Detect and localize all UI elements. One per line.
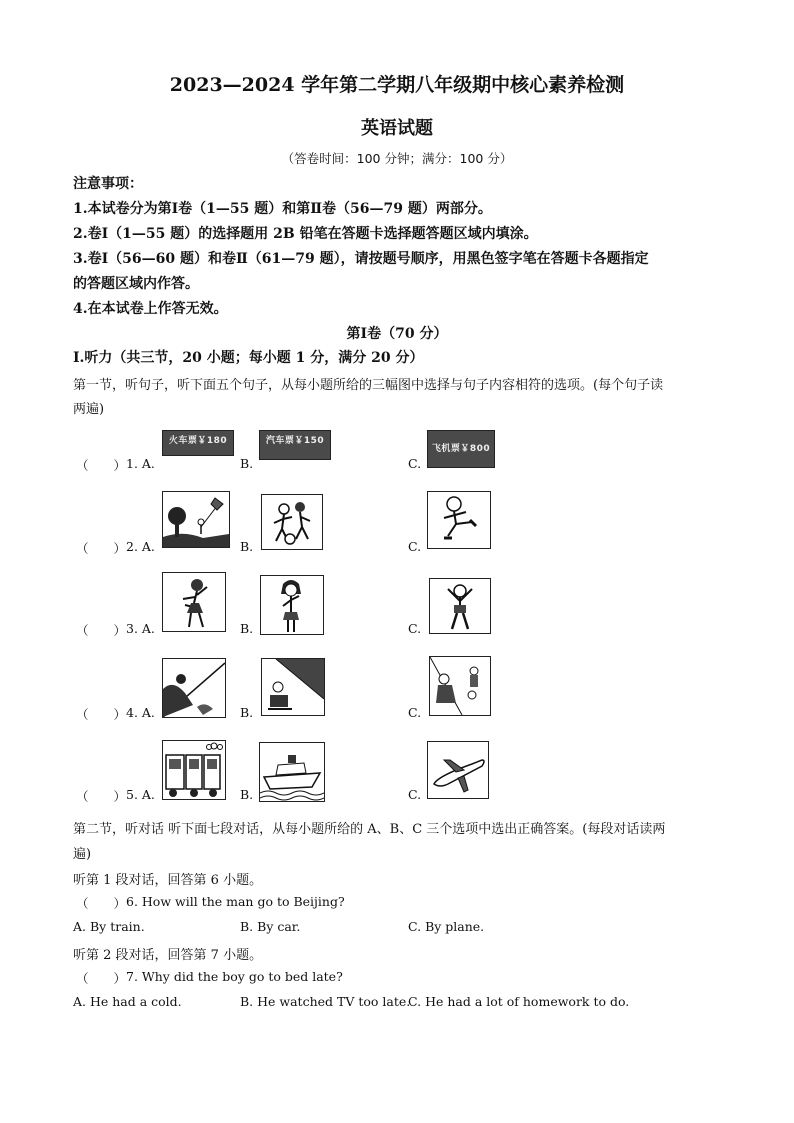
dialog-intro: 听第 1 段对话，回答第 6 小题。	[73, 873, 263, 888]
note-item: 4.在本试卷上作答无效。	[73, 301, 228, 317]
option-c-label: C.	[408, 621, 422, 636]
section-instruction: 第二节，听对话 听下面七段对话，从每小题所给的 A、B、C 三个选项中选出正确答案。(每段对话读两	[73, 822, 666, 837]
option-b[interactable]: B. By car.	[240, 919, 301, 934]
time-info: （答卷时间：100 分钟；满分：100 分）	[281, 151, 513, 166]
question-number: 1. A.	[126, 456, 155, 471]
answer-paren[interactable]: （ ）	[76, 458, 127, 473]
option-b-label: B.	[240, 621, 254, 636]
ticket-text: 飞机票￥800	[431, 444, 491, 454]
skating-icon[interactable]	[427, 491, 491, 549]
playing-football-icon[interactable]	[261, 494, 323, 550]
question-number: 3. A.	[126, 621, 155, 636]
option-b-label: B.	[240, 787, 254, 802]
note-item: 3.卷Ⅰ（56—60 题）和卷Ⅱ（61—79 题），请按题号顺序，用黑色签字笔在答题卡各题指定	[73, 251, 649, 267]
section-title: 第Ⅰ卷（70 分）	[346, 326, 448, 342]
question-number: 5. A.	[126, 787, 155, 802]
option-b-label: B.	[240, 539, 254, 554]
plane-ticket-icon[interactable]	[427, 430, 495, 468]
section-instruction: 第一节，听句子，听下面五个句子，从每小题所给的三幅图中选择与句子内容相符的选项。(每个句子读	[73, 378, 664, 393]
hiking-icon[interactable]	[261, 658, 325, 716]
dialog-intro: 听第 2 段对话，回答第 7 小题。	[73, 948, 263, 963]
question-text: 7. Why did the boy go to bed late?	[126, 969, 343, 984]
option-c-label: C.	[408, 787, 422, 802]
bus-ticket-icon[interactable]	[259, 430, 331, 460]
option-b-label: B.	[240, 456, 254, 471]
question-number: 2. A.	[126, 539, 155, 554]
option-a[interactable]: A. He had a cold.	[73, 994, 182, 1009]
note-item: 的答题区域内作答。	[73, 276, 199, 292]
answer-paren[interactable]: （ ）	[76, 971, 127, 986]
listening-part-title: Ⅰ.听力（共三节，20 小题；每小题 1 分，满分 20 分）	[73, 350, 424, 366]
option-b-label: B.	[240, 705, 254, 720]
section-instruction: 遍)	[73, 847, 92, 862]
exam-title: 2023—2024 学年第二学期八年级期中核心素养检测	[169, 74, 625, 96]
answer-paren[interactable]: （ ）	[76, 789, 127, 804]
answer-paren[interactable]: （ ）	[76, 623, 127, 638]
notes-heading: 注意事项：	[73, 176, 143, 192]
person-cheering-icon[interactable]	[429, 578, 491, 634]
plane-icon[interactable]	[427, 741, 489, 799]
train-ticket-icon[interactable]	[162, 430, 234, 456]
option-c-label: C.	[408, 539, 422, 554]
ticket-text: 火车票￥180	[168, 436, 228, 446]
note-item: 1.本试卷分为第Ⅰ卷（1—55 题）和第Ⅱ卷（56—79 题）两部分。	[73, 201, 492, 217]
section-instruction: 两遍)	[73, 402, 105, 417]
option-c[interactable]: C. By plane.	[408, 919, 485, 934]
ship-icon[interactable]	[259, 742, 325, 802]
option-b[interactable]: B. He watched TV too late.	[240, 994, 411, 1009]
answer-paren[interactable]: （ ）	[76, 707, 127, 722]
answer-paren[interactable]: （ ）	[76, 541, 127, 556]
family-icon[interactable]	[429, 656, 491, 716]
hill-sliding-icon[interactable]	[162, 658, 226, 718]
kite-flying-icon[interactable]	[162, 491, 230, 548]
option-a[interactable]: A. By train.	[73, 919, 145, 934]
girl-dancing-icon[interactable]	[162, 572, 226, 632]
subject-title: 英语试题	[361, 118, 433, 139]
answer-paren[interactable]: （ ）	[76, 896, 127, 911]
train-icon[interactable]	[162, 740, 226, 800]
girl-singing-icon[interactable]	[260, 575, 324, 635]
option-c[interactable]: C. He had a lot of homework to do.	[408, 994, 630, 1009]
note-item: 2.卷Ⅰ（1—55 题）的选择题用 2B 铅笔在答题卡选择题答题区域内填涂。	[73, 226, 538, 242]
question-number: 4. A.	[126, 705, 155, 720]
option-c-label: C.	[408, 705, 422, 720]
question-text: 6. How will the man go to Beijing?	[126, 894, 345, 909]
option-c-label: C.	[408, 456, 422, 471]
ticket-text: 汽车票￥150	[265, 436, 325, 446]
